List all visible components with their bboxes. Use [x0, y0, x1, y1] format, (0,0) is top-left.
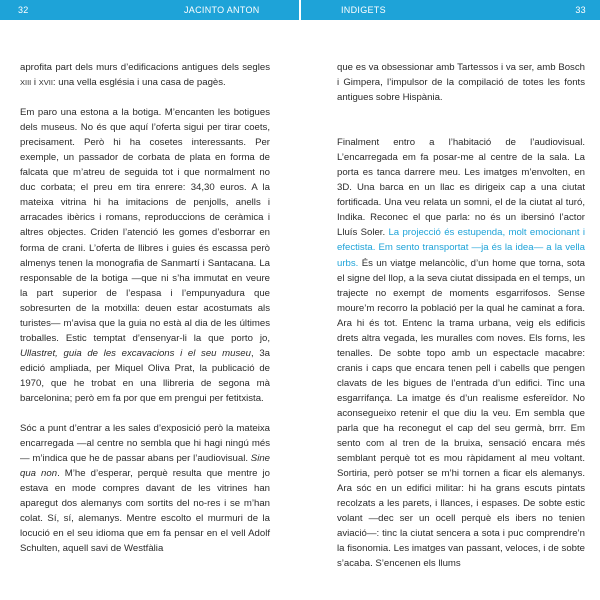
small-caps-text: XVII — [38, 78, 53, 88]
paragraph — [337, 60, 585, 105]
text-run: , 3a edició ampliada, per Miquel Oliva Prat, la publicació de 1970, que he trobat en una llibreria de segona mà barcelonina; però em fa por que em prengui per fetitxista. — [20, 347, 270, 404]
paragraph — [20, 105, 270, 406]
text-run: Em paro una estona a la botiga. M’encanten les botigues dels museus. No és que aquí l’oferta sigui per tirar coets, precisament. Però hi ha cosetes interessants. Per exemple, un passador de corbata de plata en forma de falcata que m’atreu de seguida tot i que normalment no duc corbata; el preu em tira enrere: 34,30 euros. A la mateixa vitrina hi ha imitacions de penjolls, anells i arracades ibèrics i romans, reproduccions de ceràmica i altres objectes. Criden l’atenció les gomes d’esborrar en forma de crani. L’oferta de llibres i guies és escassa però almenys tenen la monografia de Sanmartí i Santacana. La responsable de la botiga —que ni s’ha immutat en veure la part superior de l’espasa i l’empunyadura que sobresurten de la motxilla: deuen estar acostumats als turistes— m’avisa que la guia no està al dia de les últimes troballes. Estic temptat d’ensenyar-li la que porto jo, — [20, 107, 270, 344]
right-page-header — [301, 0, 600, 20]
text-run: que es va obsessionar amb Tartessos i va ser, amb Bosch i Gimpera, l’impulsor de la compilació de totes les fonts antigues sobre Hispània. — [337, 62, 585, 104]
small-caps-text: XIII — [20, 78, 32, 88]
text-run: És un viatge melancòlic, d’un home que torna, sota el signe del llop, a la seva ciutat dissipada en el temps, un trajecte no exempt de moments esgarrifosos. Sense moure’m recorro la població per la qual he caminat a fora. Ara hi és tot. Entenc la trama urbana, veig els edificis drets altra vegada, les muralles com noves. Els forns, les tenalles. De sobte topo amb un espectacle macabre: cranis i caps que encara tenen pell i cabells que pengen clavats de les bigues de l’entrada d’un edifici. Tinc una esgarrifança. La imatge és d’un realisme esfereïdor. No aconsegueixo retenir el que diu la veu. Em sembla que parla que ha reconegut el cap del seu germà, brrr. Em sento com al tren de la bruixa, sensació encara més semblant perquè tot es mou ràpidament al meu voltant. Sortiria, però potser se m’hi tornen a ficar els alemanys. Ara sóc en un edifici militar: hi ha grans escuts pintats recolzats a les parets, i llances, i espases. De sobte estic volant —dec ser un ocell perquè els ibers no tenien aviació—: tinc la ciutat sencera a sota i puc comprendre’n la fisonomia. Les imatges van passant, veloces, i de sobte s’acaba. S’encenen els llums — [337, 257, 585, 570]
left-page-number: 32 — [18, 5, 29, 15]
text-run: i — [31, 77, 39, 89]
right-running-head: INDIGETS — [341, 5, 386, 15]
italic-text: Sine qua non — [20, 453, 270, 480]
left-page-body — [20, 60, 270, 556]
text-run: Sóc a punt d’entrar a les sales d’exposició però la mateixa encarregada —al centre no sembla que hi hagi ningú més— m’indica que he de passar abans per l’audiovisual. — [20, 423, 270, 465]
left-page-header — [0, 0, 299, 20]
paragraph — [20, 60, 270, 90]
right-page-body — [337, 60, 585, 572]
paragraph — [337, 135, 585, 571]
paragraph — [20, 421, 270, 556]
text-run: : una vella església i una casa de pagès. — [52, 77, 226, 89]
right-page-number: 33 — [575, 5, 586, 15]
text-run: aprofita part dels murs d’edificacions antigues dels segles — [20, 62, 270, 73]
highlighted-text: La projecció és estupenda, molt emocionant i efectista. Em sento transportat —ja és la idea— a la vella urbs. — [337, 227, 585, 269]
text-run: . M’he d’esperar, perquè resulta que mentre jo estava en mode compres davant de les vitrines han aparegut dos alemanys com sortits del no-res i se m’han colat. Sí, sí, alemanys. Mentre escolto el murmuri de la locució en el seu idioma que em fa pensar en el vell Adolf Schulten, aquell savi de Westfàlia — [20, 468, 270, 555]
italic-text: Ullastret, guia de les excavacions i el seu museu — [20, 347, 251, 359]
text-run: Finalment entro a l’habitació de l’audiovisual. L’encarregada em fa posar-me al centre de la sala. La porta es tanca darrere meu. Les imatges m’envolten, en 3D. Una barca en un llac es dirigeix cap a una ciutat fortificada. Una veu relata un somni, el de la ciutat al turó, Indika. Reconec el que parla: no és un ibersinó l’actor Lluís Soler. — [337, 137, 585, 239]
left-running-head: JACINTO ANTON — [184, 5, 260, 15]
page-gutter — [299, 0, 301, 600]
